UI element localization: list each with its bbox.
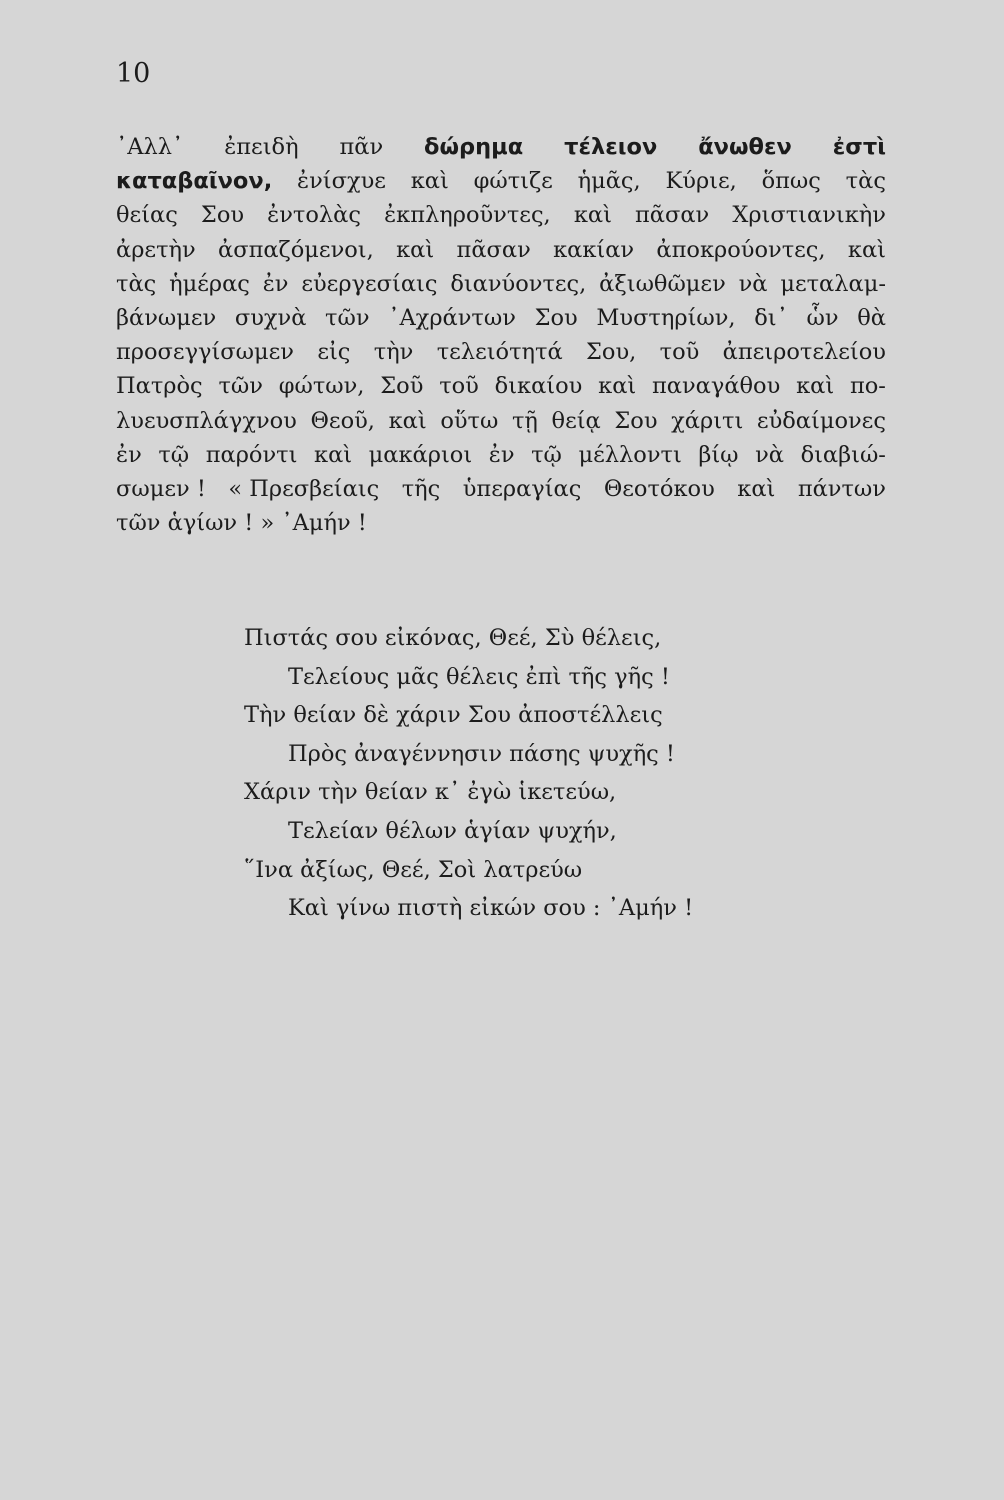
word: καὶ [314, 441, 353, 468]
bold-word: καταβαῖνον, [116, 168, 273, 195]
word: ὅπως [761, 168, 821, 195]
word: τῶν ἁγίων ! » ᾿Αμήν ! [116, 510, 367, 537]
word: νὰ [755, 441, 784, 468]
word: καὶ [388, 407, 427, 434]
word: νὰ [738, 270, 768, 297]
word: καὶ [737, 475, 776, 502]
word: ἀσπαζόμενοι, [218, 236, 374, 263]
word: τοῦ [659, 339, 700, 366]
word: σωμεν ! [116, 475, 206, 502]
word: τῷ [531, 441, 562, 468]
paragraph-line [116, 438, 886, 472]
word: φώτιζε [473, 168, 553, 195]
paragraph-line [116, 472, 886, 506]
word: μεταλαμ- [780, 270, 886, 297]
word: τὰς [116, 270, 157, 297]
bold-word: δώρημα [424, 134, 524, 160]
poem-line: ῞Ινα ἀξίως, Θεέ, Σοὶ λατρεύω [244, 856, 583, 883]
paragraph-line [116, 130, 886, 164]
word: Χριστιανικὴν [732, 202, 886, 229]
word: πᾶσαν [635, 202, 710, 229]
poem-line: Πιστάς σου εἰκόνας, Θεέ, Σὺ θέλεις, [244, 625, 662, 651]
word: ᾿Αχράντων [388, 304, 516, 331]
word: κακίαν [553, 236, 635, 263]
word: τὴν [373, 339, 414, 366]
word: Σου [614, 407, 658, 434]
word: ἀρετὴν [116, 236, 196, 263]
word: θείας [116, 202, 178, 229]
paragraph-line [116, 301, 886, 335]
paragraph-line [116, 335, 886, 369]
word: τῷ [158, 441, 190, 468]
word: θείᾳ [551, 407, 601, 434]
word: καὶ [598, 373, 637, 400]
word: λυευσπλάγχνου [116, 407, 297, 434]
word: τῇ [511, 407, 538, 434]
word: ἀξιωθῶμεν [599, 270, 726, 297]
word: ᾿Αλλ᾿ [116, 134, 184, 160]
word: ἡμέρας [169, 270, 250, 297]
word: Μυστηρίων, [596, 304, 736, 331]
word: βίῳ [698, 441, 739, 468]
word: βάνωμεν [116, 304, 217, 331]
word: προσεγγίσωμεν [116, 339, 294, 366]
word: φώτων, [278, 373, 365, 400]
word: ἐνίσχυε [297, 168, 386, 195]
word: τῶν [325, 304, 370, 331]
paragraph-line [116, 198, 886, 232]
word: διανύοντες, [450, 270, 587, 297]
word: Σου, [586, 339, 637, 366]
word: τῆς [401, 475, 441, 502]
word: ἡμᾶς, [577, 168, 641, 195]
word: ἐκπληροῦντες, [384, 202, 551, 229]
word: Σου [534, 304, 578, 331]
word: θὰ [857, 304, 886, 331]
word: χάριτι [671, 407, 744, 434]
prayer-paragraph [116, 130, 886, 540]
word: ἐν [262, 270, 289, 297]
word: Πατρὸς [116, 373, 203, 400]
bold-word: τέλειον [564, 134, 658, 160]
word: εἰς [317, 339, 351, 366]
word: συχνὰ [234, 304, 307, 331]
word: ἐν [488, 441, 515, 468]
poem-line: Τελείαν θέλων ἁγίαν ψυχήν, [288, 817, 617, 844]
word: καὶ [573, 202, 612, 229]
poem [244, 619, 804, 928]
word: Σου [200, 202, 245, 229]
word: διαβιώ- [800, 441, 886, 468]
word: μακάριοι [368, 441, 473, 468]
word: « Πρεσβείαις [228, 475, 380, 502]
word: δικαίου [494, 373, 583, 400]
paragraph-line [116, 369, 886, 403]
word: εὐδαίμονες [756, 407, 886, 434]
paragraph-line [116, 164, 886, 198]
word: Σοῦ [380, 373, 424, 400]
word: καὶ [396, 236, 435, 263]
word: ἐν [116, 441, 142, 468]
word: πάντων [797, 475, 886, 502]
word: Θεοῦ, [310, 407, 375, 434]
word: καὶ [847, 236, 886, 263]
bold-word: ἄνωθεν [698, 134, 792, 160]
bold-word: ἐστὶ [832, 134, 886, 160]
page-number: 10 [116, 58, 151, 89]
word: τελειότητά [436, 339, 563, 366]
word: καὶ [410, 168, 449, 195]
word: εὐεργεσίαις [301, 270, 438, 297]
word: οὕτω [440, 407, 499, 434]
word: πᾶσαν [456, 236, 531, 263]
poem-line: Τελείους μᾶς θέλεις ἐπὶ τῆς γῆς ! [288, 663, 670, 690]
word: παναγάθου [652, 373, 781, 400]
word: δι᾿ [754, 304, 788, 331]
word: μέλλοντι [578, 441, 682, 468]
word: ἐντολὰς [267, 202, 361, 229]
poem-line: Χάριν τὴν θείαν κ᾿ ἐγὼ ἱκετεύω, [244, 779, 617, 806]
word: τὰς [845, 168, 886, 195]
word: πᾶν [339, 134, 384, 160]
poem-line: Πρὸς ἀναγέννησιν πάσης ψυχῆς ! [288, 740, 675, 767]
paragraph-line [116, 267, 886, 301]
word: ἀπειροτελείου [722, 339, 886, 366]
poem-line: Καὶ γίνω πιστὴ εἰκών σου : ᾿Αμήν ! [288, 895, 694, 922]
paragraph-line [116, 233, 886, 267]
word: τῶν [218, 373, 263, 400]
paragraph-line [116, 404, 886, 438]
word: πο- [849, 373, 886, 400]
word: ἀποκρούοντες, [656, 236, 826, 263]
word: καὶ [796, 373, 835, 400]
word: Κύριε, [665, 168, 737, 195]
word: παρόντι [205, 441, 298, 468]
word: ἐπειδὴ [224, 134, 299, 160]
paragraph-line [116, 506, 886, 540]
word: ὑπεραγίας [462, 475, 582, 502]
word: ὧν [806, 304, 839, 331]
word: Θεοτόκου [603, 475, 715, 502]
poem-line: Τὴν θείαν δὲ χάριν Σου ἀποστέλλεις [244, 702, 663, 729]
word: τοῦ [439, 373, 479, 400]
